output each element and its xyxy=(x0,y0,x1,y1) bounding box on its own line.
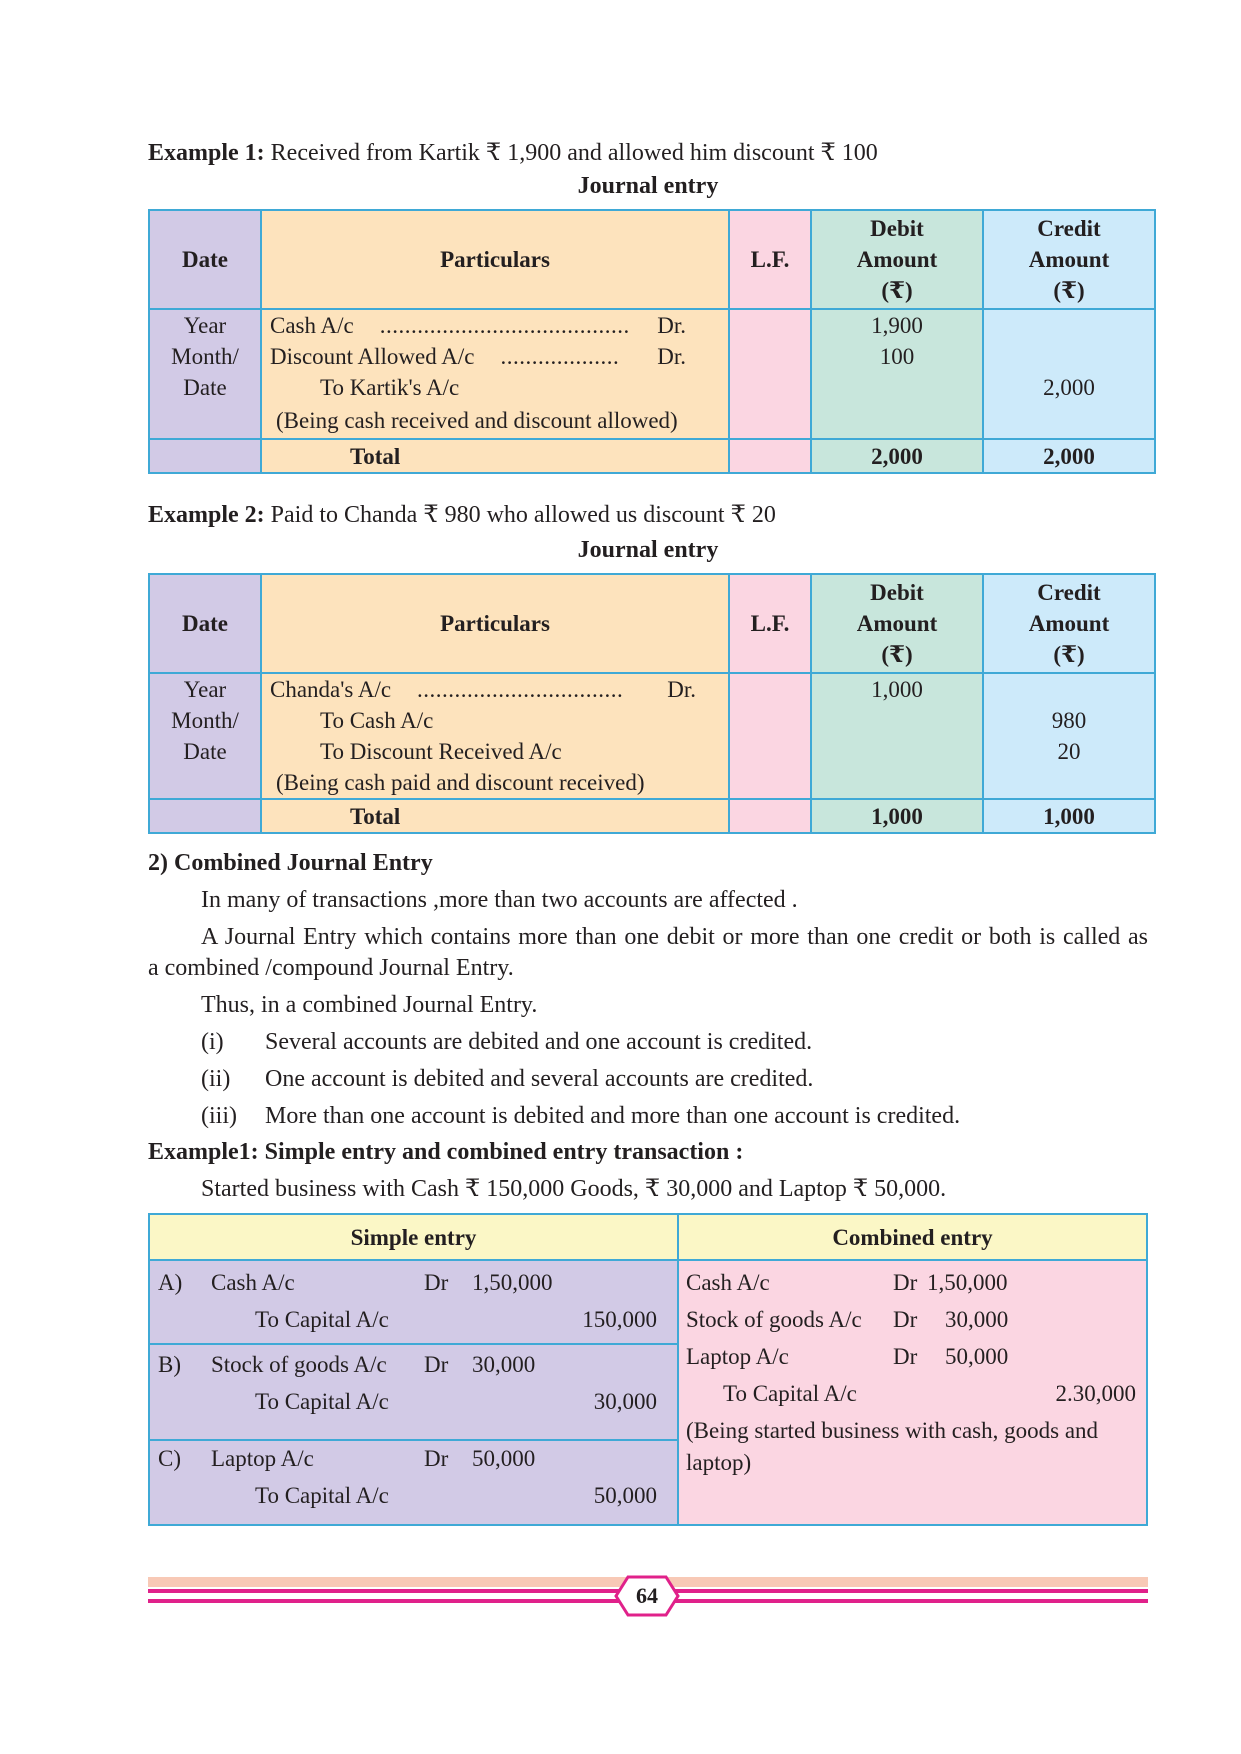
header-debit-line3: (₹) xyxy=(881,642,913,667)
total-label: Total xyxy=(261,799,729,833)
total-label: Total xyxy=(261,439,729,473)
example2-table-title: Journal entry xyxy=(577,537,719,563)
entry-date xyxy=(149,673,261,799)
total-debit: 1,000 xyxy=(811,799,983,833)
page-number-badge xyxy=(614,1575,680,1617)
entry-date xyxy=(149,309,261,439)
entry-debit xyxy=(811,673,983,799)
account-name: Cash A/c xyxy=(686,1270,770,1295)
credit-value: 150,000 xyxy=(582,1307,657,1332)
narration: (Being started business with cash, goods and xyxy=(686,1418,1099,1443)
dr-marker: Dr xyxy=(424,1446,449,1471)
date-line: Date xyxy=(183,739,227,764)
simple-entry-header: Simple entry xyxy=(150,1215,679,1261)
simple-entry-column xyxy=(150,1261,679,1524)
account-name: Discount Allowed A/c xyxy=(270,344,475,369)
leader-dots: ........................................ xyxy=(379,313,630,338)
entry-debit xyxy=(811,309,983,439)
credit-account-name: To Capital A/c xyxy=(255,1483,389,1508)
example3-heading: Example1: Simple entry and combined entry transaction : xyxy=(148,1139,744,1165)
dr-marker: Dr xyxy=(424,1352,449,1377)
account-name: Chanda's A/c xyxy=(270,677,392,702)
particulars-row xyxy=(262,674,728,705)
header-debit-line2: Amount xyxy=(856,611,938,636)
entry-letter: C) xyxy=(158,1446,181,1471)
account-name: Cash A/c xyxy=(211,1270,295,1295)
combined-paragraph-1: In many of transactions ,more than two accounts are affected . xyxy=(201,887,798,913)
header-particulars: Particulars xyxy=(261,210,729,309)
example2-label: Example 2: xyxy=(148,502,265,528)
header-credit-line2: Amount xyxy=(1028,247,1110,272)
dr-marker: Dr. xyxy=(657,344,686,369)
debit-value: 50,000 xyxy=(945,1344,1009,1369)
account-name: Laptop A/c xyxy=(211,1446,314,1471)
example3-text: Started business with Cash ₹ 150,000 Goods, ₹ 30,000 and Laptop ₹ 50,000. xyxy=(201,1176,947,1202)
credit-value: 50,000 xyxy=(593,1483,657,1508)
debit-value: 1,50,000 xyxy=(927,1270,1008,1295)
debit-value: 50,000 xyxy=(472,1446,536,1471)
credit-value: 30,000 xyxy=(593,1389,657,1414)
narration: (Being cash received and discount allowed) xyxy=(276,408,678,433)
date-line: Month/ xyxy=(171,344,239,369)
header-lf: L.F. xyxy=(729,210,811,309)
example2-heading xyxy=(148,500,776,530)
credit-account-name: To Kartik's A/c xyxy=(320,375,460,400)
example1-table-title: Journal entry xyxy=(577,173,719,199)
total-credit: 2,000 xyxy=(983,439,1155,473)
credit-value: 2.30,000 xyxy=(1055,1381,1136,1406)
header-credit-line1: Credit xyxy=(1037,216,1101,241)
header-credit-line2: Amount xyxy=(1028,611,1110,636)
narration: (Being cash paid and discount received) xyxy=(276,770,645,795)
header-debit-line2: Amount xyxy=(856,247,938,272)
combined-paragraph-3: Thus, in a combined Journal Entry. xyxy=(201,992,538,1018)
header-credit-line3: (₹) xyxy=(1053,642,1085,667)
particulars-row xyxy=(262,310,728,341)
credit-account-name: To Capital A/c xyxy=(255,1307,389,1332)
simple-entry-block xyxy=(150,1439,677,1524)
list-item-num: (i) xyxy=(201,1029,224,1055)
entry-letter: A) xyxy=(158,1270,183,1295)
header-debit xyxy=(811,574,983,673)
header-debit xyxy=(811,210,983,309)
leader-dots: ................... xyxy=(500,344,620,369)
entry-letter: B) xyxy=(158,1352,181,1377)
dr-marker: Dr. xyxy=(657,313,686,338)
header-debit-line3: (₹) xyxy=(881,278,913,303)
credit-value: 20 xyxy=(1057,739,1081,764)
combined-paragraph-2a: A Journal Entry which contains more than one debit or more than one credit or both is called as xyxy=(201,924,1148,950)
account-name: Stock of goods A/c xyxy=(686,1307,862,1332)
page-number: 64 xyxy=(636,1583,658,1608)
total-debit: 2,000 xyxy=(811,439,983,473)
journal-table-example2 xyxy=(148,573,1156,834)
debit-value: 1,50,000 xyxy=(472,1270,553,1295)
example1-text: Received from Kartik ₹ 1,900 and allowed him discount ₹ 100 xyxy=(270,140,878,166)
narration: laptop) xyxy=(686,1450,752,1475)
date-line: Year xyxy=(183,677,227,702)
debit-value: 30,000 xyxy=(472,1352,536,1377)
debit-value: 30,000 xyxy=(945,1307,1009,1332)
list-item-text: Several accounts are debited and one account is credited. xyxy=(265,1029,813,1055)
header-credit-line1: Credit xyxy=(1037,580,1101,605)
header-credit-line3: (₹) xyxy=(1053,278,1085,303)
debit-value: 100 xyxy=(879,344,915,369)
dr-marker: Dr xyxy=(893,1270,918,1295)
header-debit-line1: Debit xyxy=(870,580,924,605)
entry-lf xyxy=(729,673,811,799)
credit-account-name: To Capital A/c xyxy=(723,1381,857,1406)
credit-account-name: To Capital A/c xyxy=(255,1389,389,1414)
date-line: Date xyxy=(183,375,227,400)
simple-entry-block xyxy=(150,1343,677,1441)
dr-marker: Dr xyxy=(893,1307,918,1332)
combined-paragraph-2b: a combined /compound Journal Entry. xyxy=(148,955,514,981)
combined-entry-column xyxy=(679,1261,1146,1524)
credit-account-name: To Cash A/c xyxy=(320,708,434,733)
entry-credit xyxy=(983,673,1155,799)
header-date: Date xyxy=(149,574,261,673)
total-credit: 1,000 xyxy=(983,799,1155,833)
list-item-text: More than one account is debited and more than one account is credited. xyxy=(265,1103,961,1129)
combined-entry-header: Combined entry xyxy=(679,1215,1146,1261)
header-credit xyxy=(983,574,1155,673)
example2-text: Paid to Chanda ₹ 980 who allowed us discount ₹ 20 xyxy=(270,502,776,528)
credit-value: 2,000 xyxy=(1043,375,1095,400)
total-date-cell xyxy=(149,439,261,473)
simple-entry-block xyxy=(150,1261,677,1343)
list-item-num: (ii) xyxy=(201,1066,231,1092)
date-line: Year xyxy=(183,313,227,338)
entry-lf xyxy=(729,309,811,439)
combined-heading: 2) Combined Journal Entry xyxy=(148,850,433,876)
header-date: Date xyxy=(149,210,261,309)
example1-heading xyxy=(148,138,878,168)
entry-particulars xyxy=(261,673,729,799)
header-lf: L.F. xyxy=(729,574,811,673)
account-name: Cash A/c xyxy=(270,313,354,338)
entry-particulars xyxy=(261,309,729,439)
leader-dots: ................................. xyxy=(417,677,624,702)
credit-value: 980 xyxy=(1051,708,1087,733)
total-lf-cell xyxy=(729,439,811,473)
entry-credit xyxy=(983,309,1155,439)
example1-label: Example 1: xyxy=(148,140,265,166)
credit-account-name: To Discount Received A/c xyxy=(320,739,562,764)
account-name: Laptop A/c xyxy=(686,1344,789,1369)
dr-marker: Dr. xyxy=(667,677,696,702)
simple-combined-table xyxy=(148,1213,1148,1526)
particulars-row xyxy=(262,341,728,372)
dr-marker: Dr xyxy=(424,1270,449,1295)
header-debit-line1: Debit xyxy=(870,216,924,241)
date-line: Month/ xyxy=(171,708,239,733)
list-item-num: (iii) xyxy=(201,1103,237,1129)
header-particulars: Particulars xyxy=(261,574,729,673)
total-date-cell xyxy=(149,799,261,833)
account-name: Stock of goods A/c xyxy=(211,1352,387,1377)
debit-value: 1,900 xyxy=(871,313,923,338)
list-item-text: One account is debited and several accounts are credited. xyxy=(265,1066,814,1092)
debit-value: 1,000 xyxy=(871,677,923,702)
dr-marker: Dr xyxy=(893,1344,918,1369)
journal-table-example1 xyxy=(148,209,1156,474)
header-credit xyxy=(983,210,1155,309)
total-lf-cell xyxy=(729,799,811,833)
